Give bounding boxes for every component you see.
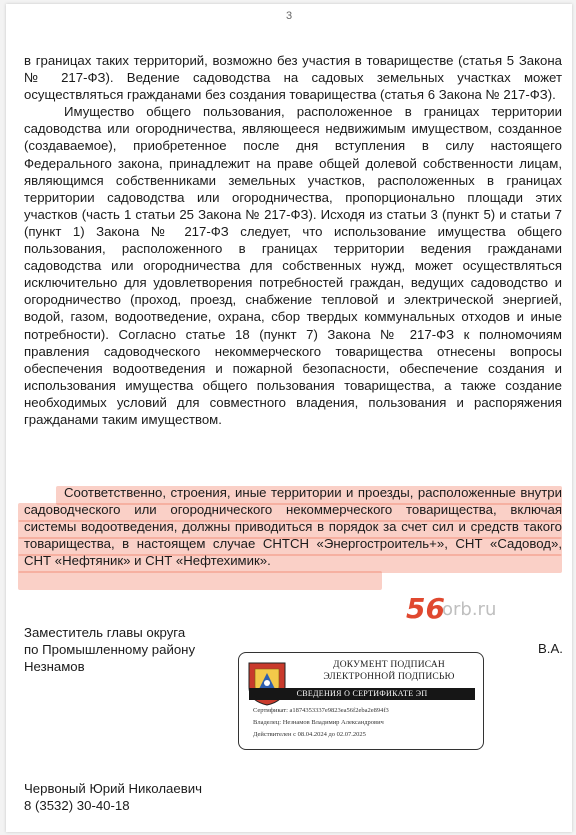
stamp-owner: Владелец: Незнамов Владимир Александрович: [253, 719, 384, 726]
watermark-site: orb.ru: [442, 599, 497, 620]
highlight-band: [18, 571, 382, 590]
signer-block: [24, 624, 195, 675]
stamp-title-line-1: ДОКУМЕНТ ПОДПИСАН: [333, 660, 445, 670]
executor-phone: 8 (3532) 30-40-18: [24, 798, 130, 813]
stamp-title: [299, 659, 479, 683]
paragraph-2: Имущество общего пользования, расположенное в границах территории садоводства или огородничества, являющееся недвижимым имуществом, созданное (создаваемое), приобретенное после дня вступления в силу настоящего Федерального закона, принадлежит на праве общей долевой собственности лицам, являющимся собственниками земельных участков, расположенных в границах территории садоводства или огородничества, пропорционально площади этих участков (часть 1 статьи 25 Закона № 217-ФЗ). Исходя из статьи 3 (пункт 5) и статьи 7 (пункт 1) Закона № 217-ФЗ следует, что использование имущества общего пользования, расположенного в границах территории ведения гражданами садоводства или огородничества для собственных нужд, может осуществляться исключительно для удовлетворения потребностей граждан, ведущих садоводство и огородничество (проход, проезд, снабжение тепловой и электрической энергией, водой, газом, водоотведение, охрана, сбор твердых коммунальных отходов и иные потребности). Согласно статье 18 (пункт 7) Закона № 217-ФЗ к полномочиям правления садоводческого некоммерческого товарищества отнесены вопросы обеспечения водоотведения и пожарной безопасности, обеспечение создания и использования имущества общего пользования товарищества, а также создание необходимых условий для совместного владения, пользования и распоряжения гражданами таким имуществом.: [24, 104, 562, 427]
highlighted-paragraph-block: [18, 482, 566, 590]
signer-district: по Промышленному району: [24, 642, 196, 657]
executor-block: [24, 780, 202, 814]
highlighted-paragraph: Соответственно, строения, иные территории и проезды, расположенные внутри садоводческого или огороднического некоммерческого товарищества, включая системы водоотведения, должны приводиться в порядок за счет сил и средств такого товарищества, в настоящем случае СНТСН «Энергостроитель+», СНТ «Садовод», СНТ «Нефтяник» и СНТ «Нефтехимик».: [24, 485, 562, 569]
signer-surname: Незнамов: [24, 659, 85, 674]
paragraph-1: в границах таких территорий, возможно без участия в товариществе (статья 5 Закона № 217-ФЗ). Ведение садоводства на садовых земельных участках может осуществляться гражданами без создания товарищества (статья 6 Закона № 217-ФЗ).: [24, 53, 562, 103]
page-number: 3: [285, 10, 293, 22]
stamp-certificate: Сертификат: a1874353337e9823ea56f2eba2e894f3: [253, 707, 389, 714]
site-watermark: [406, 592, 526, 625]
document-page: [6, 4, 572, 832]
body-text: [24, 52, 562, 428]
executor-name: Червоный Юрий Николаевич: [24, 781, 202, 796]
signer-position: Заместитель главы округа: [24, 625, 186, 640]
signer-initials: В.А.: [538, 641, 563, 656]
watermark-number: 56: [406, 592, 445, 625]
stamp-title-line-2: ЭЛЕКТРОННОЙ ПОДПИСЬЮ: [323, 672, 455, 682]
stamp-validity: Действителен с 08.04.2024 до 02.07.2025: [253, 731, 366, 738]
stamp-certificate-header: СВЕДЕНИЯ О СЕРТИФИКАТЕ ЭП: [249, 688, 475, 700]
electronic-signature-stamp: [238, 652, 484, 750]
